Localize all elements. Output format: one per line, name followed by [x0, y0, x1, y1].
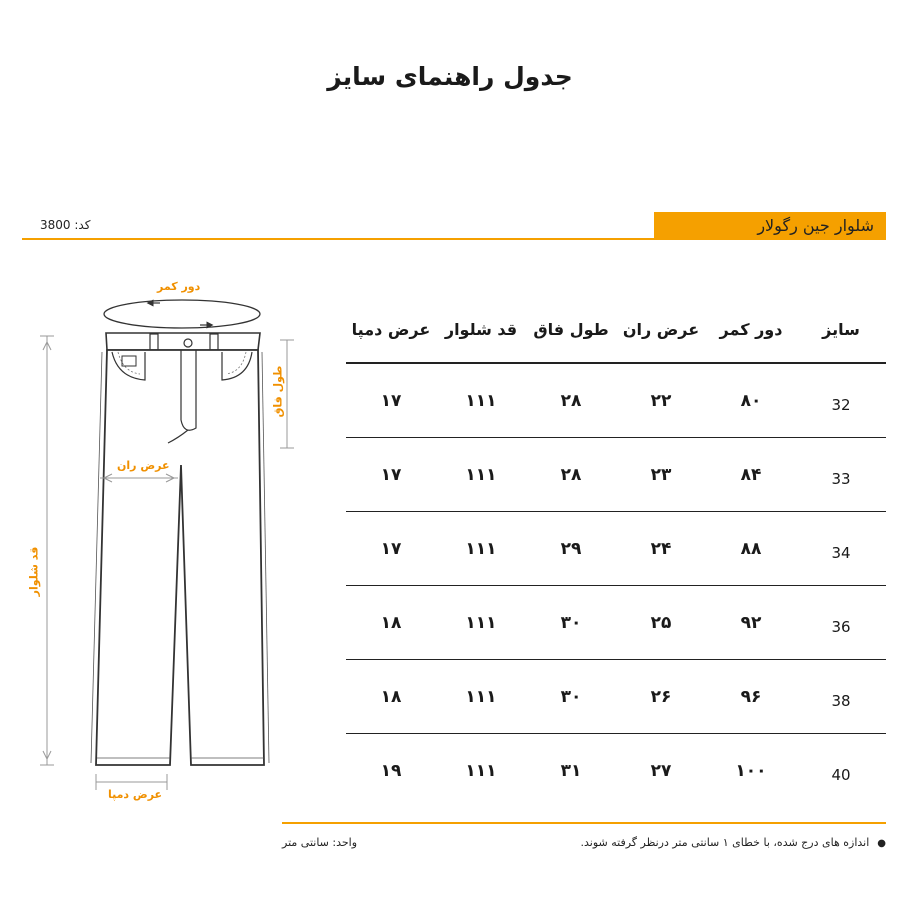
cell-hem: ۱۸	[346, 586, 436, 660]
header-length: قد شلوار	[436, 296, 526, 363]
product-name-tab	[654, 212, 886, 240]
cell-thigh: ۲۲	[616, 363, 706, 438]
footer-divider	[282, 822, 886, 824]
table-row	[346, 660, 886, 734]
cell-rise: ۳۰	[526, 586, 616, 660]
cell-thigh: ۲۴	[616, 512, 706, 586]
cell-size: 38	[796, 660, 886, 734]
tolerance-note	[581, 836, 887, 849]
size-table	[346, 296, 886, 807]
jeans-illustration	[0, 260, 330, 820]
cell-size: 34	[796, 512, 886, 586]
tolerance-note-text: اندازه های درج شده، با خطای ۱ سانتی متر درنظر گرفته شوند.	[580, 836, 870, 849]
cell-waist: ۸۰	[706, 363, 796, 438]
header-size: سایز	[796, 296, 886, 363]
cell-size: 32	[796, 363, 886, 438]
table-row	[346, 734, 886, 808]
cell-length: ۱۱۱	[436, 586, 526, 660]
cell-hem: ۱۹	[380, 760, 402, 781]
cell-thigh: ۲۵	[616, 586, 706, 660]
product-code-label: کد:	[74, 218, 91, 232]
cell-rise: ۳۱	[560, 760, 582, 781]
table-row	[346, 512, 886, 586]
cell-thigh: ۲۳	[616, 438, 706, 512]
header-thigh: عرض ران	[616, 296, 706, 363]
cell-length: ۱۱۱	[465, 760, 497, 781]
length-label: قد شلوار	[27, 546, 41, 597]
cell-length: ۱۱۱	[436, 660, 526, 734]
cell-rise: ۲۸	[526, 438, 616, 512]
unit-note: واحد: سانتی متر	[282, 836, 358, 849]
cell-thigh: ۲۷	[650, 760, 672, 781]
cell-hem: ۱۷	[346, 512, 436, 586]
product-name: شلوار جین رگولار	[757, 216, 874, 235]
thigh-label: عرض ران	[117, 459, 170, 472]
cell-rise: ۳۰	[526, 660, 616, 734]
cell-hem: ۱۷	[346, 438, 436, 512]
cell-length: ۱۱۱	[436, 512, 526, 586]
table-row	[346, 586, 886, 660]
cell-size: 36	[796, 586, 886, 660]
cell-hem: ۱۸	[346, 660, 436, 734]
cell-waist: ۹۲	[706, 586, 796, 660]
waist-label: دور کمر	[157, 280, 201, 293]
rise-label: طول فاق	[271, 365, 285, 418]
cell-length: ۱۱۱	[436, 438, 526, 512]
cell-waist: ۸۸	[706, 512, 796, 586]
cell-waist: ۹۶	[706, 660, 796, 734]
bullet-icon: ●	[877, 838, 886, 849]
page-title: جدول راهنمای سایز	[327, 62, 573, 91]
header-waist: دور کمر	[706, 296, 796, 363]
cell-waist: ۸۴	[706, 438, 796, 512]
header-rise: طول فاق	[526, 296, 616, 363]
cell-size: 40	[831, 765, 851, 784]
header-hem: عرض دمپا	[346, 296, 436, 363]
cell-length: ۱۱۱	[436, 363, 526, 438]
table-row	[346, 363, 886, 438]
product-code	[40, 218, 90, 232]
table-row	[346, 438, 886, 512]
product-code-value: 3800	[40, 218, 71, 232]
cell-waist: ۱۰۰	[735, 760, 767, 781]
table-header-row	[346, 296, 886, 363]
cell-rise: ۲۸	[526, 363, 616, 438]
cell-size: 33	[796, 438, 886, 512]
cell-thigh: ۲۶	[616, 660, 706, 734]
hem-label: عرض دمپا	[108, 788, 163, 801]
cell-hem: ۱۷	[346, 363, 436, 438]
jeans-diagram	[0, 260, 330, 820]
cell-rise: ۲۹	[526, 512, 616, 586]
